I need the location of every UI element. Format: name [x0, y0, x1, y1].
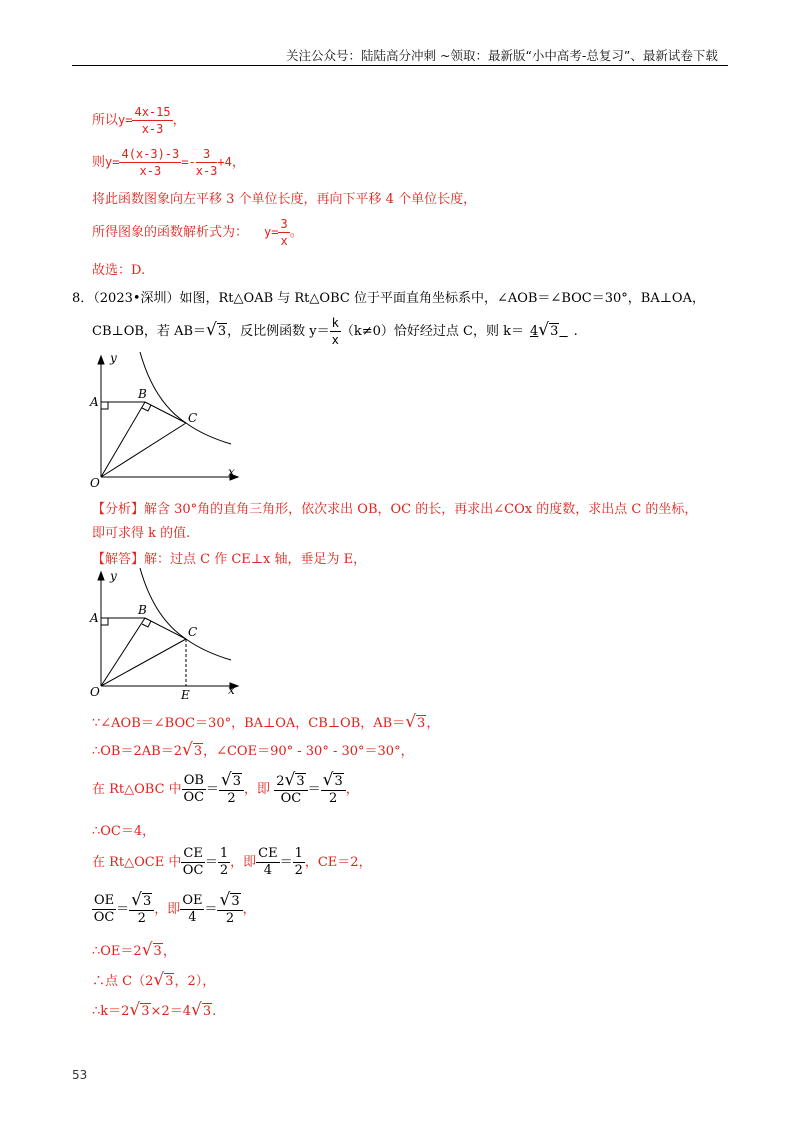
- label-C: C: [188, 625, 198, 639]
- label-B: B: [138, 603, 147, 617]
- page-header: 关注公众号：陆陆高分冲刺 ~领取：最新版“小中高考-总复习”、最新试卷下载: [286, 48, 718, 63]
- label-C: C: [188, 411, 198, 425]
- label-B: B: [138, 387, 147, 401]
- fraction: $\frac{k}{x}$: [331, 316, 339, 347]
- question-figure: [86, 352, 246, 492]
- right-angle-B: [142, 405, 151, 411]
- segment-OC: [101, 423, 186, 477]
- prev-line-5: 故选：D.: [92, 263, 146, 278]
- segment-OB: [101, 618, 145, 686]
- sqrt: √3: [181, 740, 203, 760]
- sqrt: √3: [405, 712, 426, 732]
- label-A: A: [90, 395, 99, 409]
- sqrt: √3: [206, 320, 227, 340]
- right-angle-B: [142, 621, 151, 627]
- solution-step-4: ∴OC＝4，: [92, 824, 156, 839]
- header-rule: [72, 65, 728, 66]
- prev-line-3: 将此函数图象向左平移 3 个单位长度，再向下平移 4 个单位长度，: [92, 192, 477, 207]
- right-angle-A: [101, 402, 108, 409]
- segment-OB: [101, 402, 145, 477]
- fraction: $\frac{4(x-3)-3}{x-3}$: [121, 147, 180, 178]
- prev-line-2: 则y= $\frac{4(x-3)-3}{x-3}$ =- $\frac{3}{x-3}$ +4，: [92, 147, 245, 178]
- label-y: y: [110, 352, 117, 365]
- question-line-2: CB⊥OB，若 AB＝√3，反比例函数 y＝ $\frac{k}{x}$ （k≠0）恰好经过点 C，则 k＝ 4√3 .: [92, 316, 578, 347]
- answer-blank: 4√3: [530, 320, 559, 340]
- solution-intro: 【解答】解：过点 C 作 CE⊥x 轴，垂足为 E，: [92, 552, 367, 567]
- y-arrow: [98, 356, 104, 364]
- label-y: y: [110, 569, 117, 583]
- label-A: A: [90, 611, 99, 625]
- solution-figure: [86, 568, 246, 708]
- segment-OC: [101, 639, 186, 686]
- solution-step-8: ∴点 C（2√3，2），: [92, 970, 216, 990]
- solution-step-5: 在 Rt△OCE 中 $\frac{CE}{OC}$ ＝ $\frac{1}{2}$ ，即 $\frac{CE}{4}$ ＝ $\frac{1}{2}$ ，CE＝2，: [92, 846, 372, 878]
- question-line-1: 8．（2023•深圳）如图，Rt△OAB 与 Rt△OBC 位于平面直角坐标系中，∠AOB＝∠BOC＝30°，BA⊥OA，: [72, 291, 705, 306]
- solution-step-2: ∴OB＝2AB＝2√3，∠COE＝90° - 30° - 30°＝30°，: [92, 740, 414, 760]
- fraction: $\frac{4x-15}{x-3}$: [134, 105, 171, 136]
- solution-step-7: ∴OE＝2√3，: [92, 940, 176, 960]
- fraction: $\frac{3}{x}$: [280, 217, 288, 248]
- prev-line-4: 所得图象的函数解析式为： y= $\frac{3}{x}$ 。: [92, 217, 303, 248]
- label-O: O: [90, 685, 100, 699]
- solution-step-3: 在 Rt△OBC 中 $\frac{OB}{OC}$ ＝ $\frac{√3}{2}$ ，即 $\frac{2√3}{OC}$ ＝ $\frac{√3}{2}$ ，: [92, 770, 359, 806]
- right-angle-A: [101, 618, 108, 625]
- prev-line-1: 所以y= $\frac{4x-15}{x-3}$ ，: [92, 105, 186, 136]
- analysis-line-1: 【分析】解含 30°角的直角三角形，依次求出 OB，OC 的长，再求出∠COx 的度数，求出点 C 的坐标，: [92, 502, 698, 517]
- page-number: 53: [72, 1068, 88, 1082]
- analysis-line-2: 即可求得 k 的值.: [92, 526, 191, 541]
- solution-step-6: $\frac{OE}{OC}$ ＝ $\frac{√3}{2}$ ，即 $\frac{OE}{4}$ ＝ $\frac{√3}{2}$ ，: [93, 890, 256, 926]
- y-arrow: [98, 572, 104, 580]
- label-O: O: [90, 476, 100, 490]
- label-x: x: [228, 683, 235, 697]
- hyperbola: [140, 352, 231, 444]
- solution-step-1: ∵∠AOB＝∠BOC＝30°，BA⊥OA，CB⊥OB，AB＝√3，: [92, 712, 440, 732]
- label-x: x: [228, 465, 235, 479]
- label-E: E: [181, 688, 190, 702]
- fraction: $\frac{3}{x-3}$: [195, 147, 218, 178]
- solution-step-9: ∴k＝2√3×2＝4√3.: [92, 1000, 217, 1020]
